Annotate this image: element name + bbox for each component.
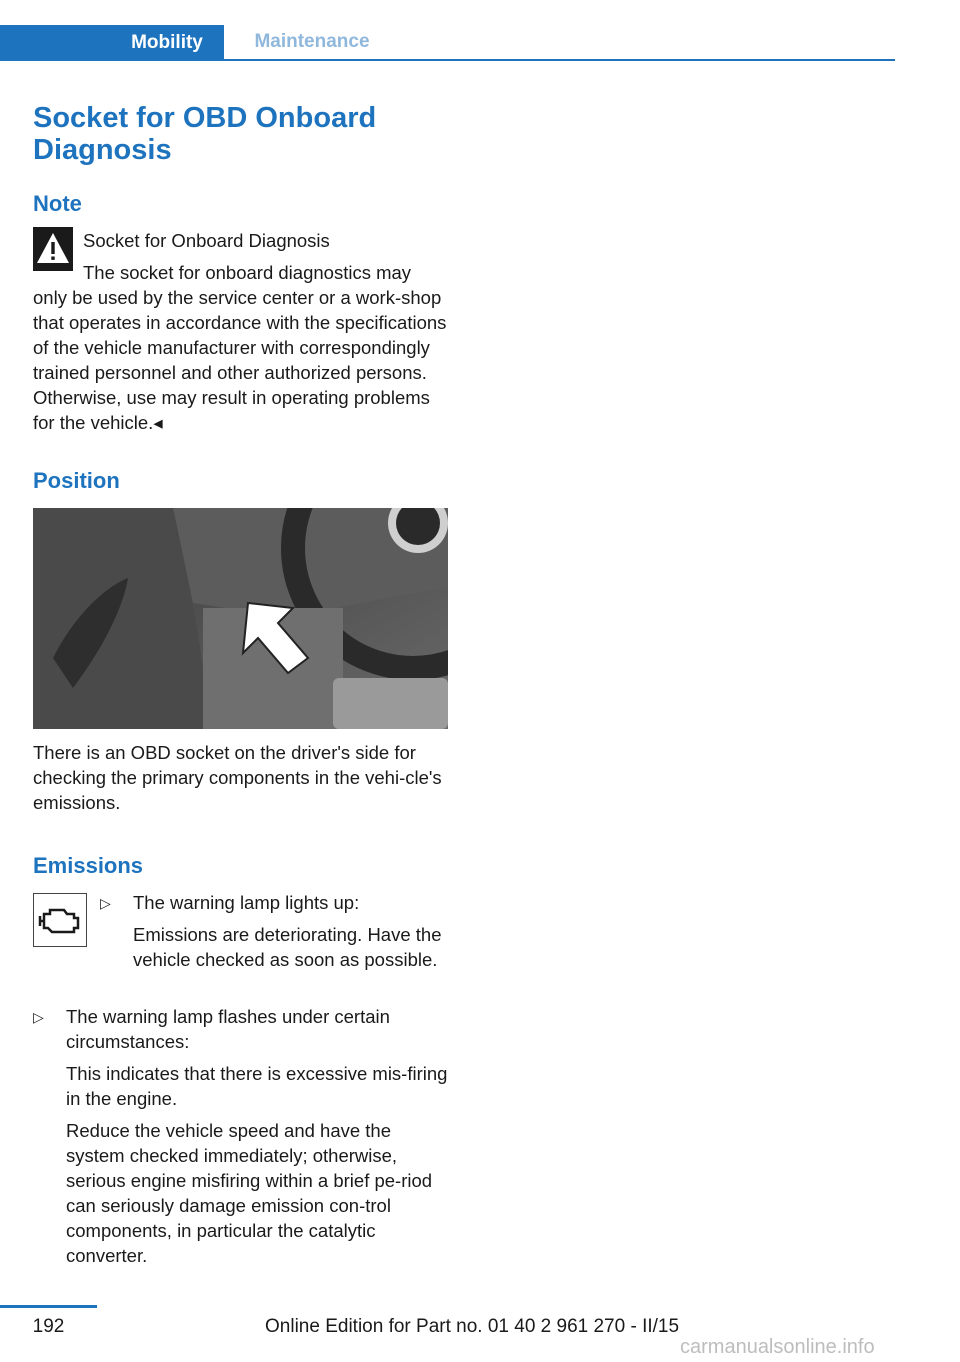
engine-warning-lamp (33, 893, 87, 947)
warning-title: Socket for Onboard Diagnosis (83, 230, 330, 251)
page-number-rule (0, 1305, 97, 1308)
obd-socket-location-photo (33, 508, 448, 729)
emission-item-1-detail: Emissions are deteriorating. Have the vehicle checked as soon as possible. (133, 924, 442, 970)
emission-item-1-lead: The warning lamp lights up: (133, 892, 360, 913)
page-number: 192 (32, 1316, 65, 1337)
emission-item-2-detail: This indicates that there is excessive mis-firing in the engine. (66, 1063, 448, 1109)
header-divider (0, 59, 895, 61)
page-title: Socket for OBD Onboard Diagnosis (33, 102, 377, 166)
emission-item-2-lead: The warning lamp flashes under certain circumstances: (66, 1006, 390, 1052)
check-engine-icon (34, 894, 86, 946)
warning-text: The socket for onboard diagnostics may only be used by the service center or a work-shop that operates in accordance with the specifications of the vehicle manufacturer with correspondingly trained personnel and other authorized persons. Otherwise, use may result in operating problems for the vehicle.◂ (33, 262, 447, 433)
emission-item-2-detail2: Reduce the vehicle speed and have the system checked immediately; otherwise, serious engine misfiring within a brief pe-riod can seriously damage emission con-trol components, in particular the catalytic converter. (66, 1120, 433, 1266)
edition-footer: Online Edition for Part no. 01 40 2 961 270 - II/15 (265, 1316, 680, 1337)
bullet-triangle-icon: ▷ (33, 1009, 44, 1025)
tab-maintenance[interactable]: Maintenance (254, 31, 370, 52)
chapter-header (0, 25, 895, 61)
bullet-triangle-icon: ▷ (100, 895, 111, 911)
position-heading: Position (33, 468, 120, 493)
position-text: There is an OBD socket on the driver's side for checking the primary components in the vehi-cle's emissions. (33, 742, 442, 813)
note-heading: Note (33, 191, 82, 216)
emissions-heading: Emissions (33, 853, 144, 878)
tab-mobility[interactable]: Mobility (0, 25, 224, 61)
watermark: carmanualsonline.info (680, 1336, 875, 1358)
